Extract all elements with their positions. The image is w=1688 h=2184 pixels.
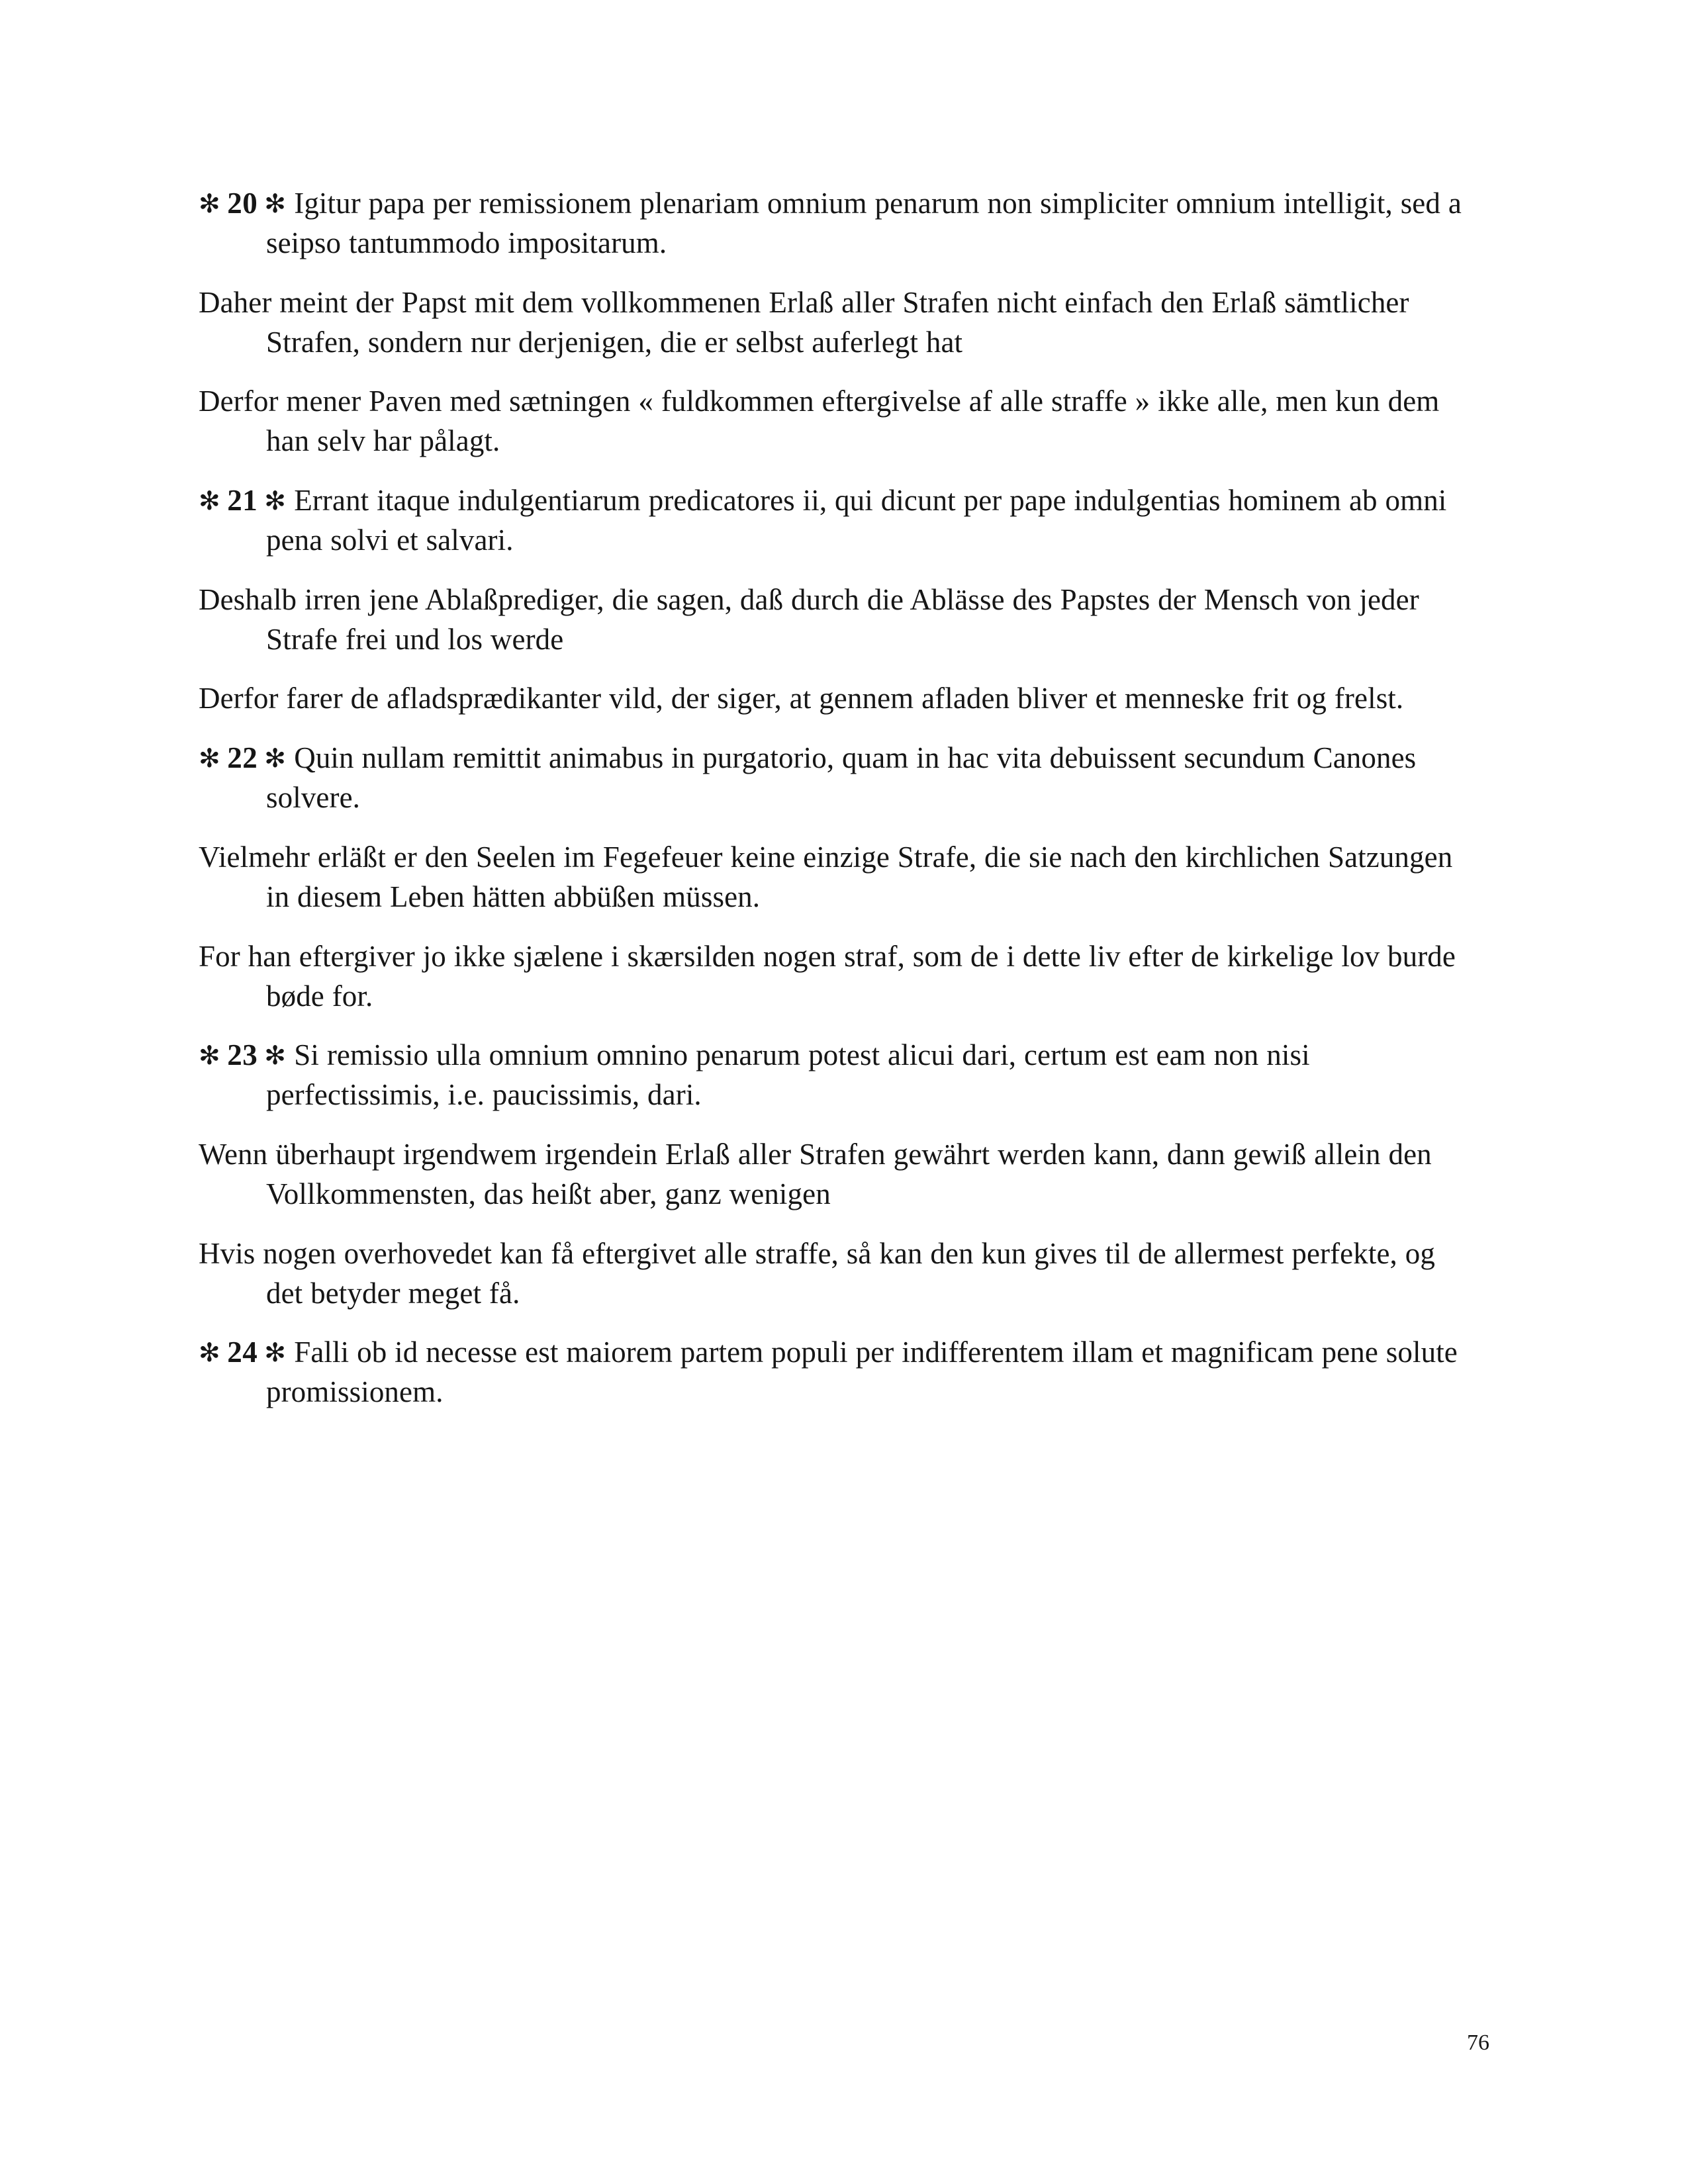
page-number: 76: [1467, 2030, 1489, 2055]
floral-asterisk-icon: ✻: [264, 744, 287, 774]
thesis-number: 24: [227, 1336, 258, 1369]
thesis-number: 21: [227, 484, 258, 518]
block-text: Errant itaque indulgentiarum predicatores ii, qui dicunt per pape indulgentias hominem ab omni pena solvi et salvari.: [266, 484, 1447, 557]
block-text: For han eftergiver jo ikke sjælene i skærsilden nogen straf, som de i dette liv efter de kirkelige lov burde bøde for.: [199, 939, 1456, 1013]
thesis-number: 20: [227, 187, 258, 220]
translation-block: [199, 679, 1470, 719]
floral-asterisk-icon: ✻: [199, 189, 221, 219]
thesis-number-marker: [199, 1336, 286, 1369]
translation-block: [199, 1135, 1470, 1214]
translation-block: [199, 283, 1470, 363]
floral-asterisk-icon: ✻: [264, 189, 287, 219]
thesis-block: [199, 739, 1470, 818]
floral-asterisk-icon: ✻: [264, 1041, 287, 1071]
floral-asterisk-icon: ✻: [264, 1338, 287, 1369]
text-column: [199, 184, 1470, 1432]
translation-block: [199, 937, 1470, 1017]
translation-block: [199, 1234, 1470, 1314]
block-text: Wenn überhaupt irgendwem irgendein Erlaß aller Strafen gewährt werden kann, dann gewiß allein den Vollkommensten, das heißt aber, ganz wenigen: [199, 1138, 1432, 1210]
floral-asterisk-icon: ✻: [199, 1338, 221, 1369]
block-text: Derfor farer de afladsprædikanter vild, der siger, at gennem afladen bliver et menneske frit og frelst.: [199, 682, 1404, 715]
block-text: Igitur papa per remissionem plenariam omnium penarum non simpliciter omnium intelligit, sed a seipso tantummodo impositarum.: [266, 187, 1462, 259]
block-text: Si remissio ulla omnium omnino penarum potest alicui dari, certum est eam non nisi perfectissimis, i.e. paucissimis, dari.: [266, 1038, 1310, 1112]
thesis-block: [199, 1036, 1470, 1115]
thesis-number-marker: [199, 484, 286, 517]
block-text: Deshalb irren jene Ablaßprediger, die sagen, daß durch die Ablässe des Papstes der Mensch von jeder Strafe frei und los werde: [199, 582, 1419, 656]
thesis-number: 22: [227, 741, 258, 775]
block-text: Falli ob id necesse est maiorem partem populi per indifferentem illam et magnificam pene solute promissionem.: [266, 1336, 1458, 1409]
translation-block: [199, 382, 1470, 461]
floral-asterisk-icon: ✻: [199, 744, 221, 774]
thesis-number-marker: [199, 741, 286, 774]
thesis-number-marker: [199, 1038, 286, 1071]
thesis-number: 23: [227, 1038, 258, 1072]
block-text: Derfor mener Paven med sætningen « fuldkommen eftergivelse af alle straffe » ikke alle, men kun dem han selv har pålagt.: [199, 385, 1440, 458]
thesis-block: [199, 184, 1470, 263]
thesis-block: [199, 1333, 1470, 1412]
block-text: Quin nullam remittit animabus in purgatorio, quam in hac vita debuissent secundum Canones solvere.: [266, 741, 1417, 815]
translation-block: [199, 580, 1470, 660]
thesis-block: [199, 481, 1470, 561]
thesis-number-marker: [199, 187, 286, 220]
block-text: Hvis nogen overhovedet kan få eftergivet alle straffe, så kan den kun gives til de allermest perfekte, og det betyder meget få.: [199, 1236, 1435, 1310]
block-text: Daher meint der Papst mit dem vollkommenen Erlaß aller Strafen nicht einfach den Erlaß sämtlicher Strafen, sondern nur derjenigen, die er selbst auferlegt hat: [199, 285, 1409, 359]
floral-asterisk-icon: ✻: [199, 1041, 221, 1071]
block-text: Vielmehr erläßt er den Seelen im Fegefeuer keine einzige Strafe, die sie nach den kirchlichen Satzungen in diesem Leben hätten abbüßen müssen.: [199, 840, 1453, 913]
floral-asterisk-icon: ✻: [199, 486, 221, 517]
floral-asterisk-icon: ✻: [264, 486, 287, 517]
translation-block: [199, 838, 1470, 917]
